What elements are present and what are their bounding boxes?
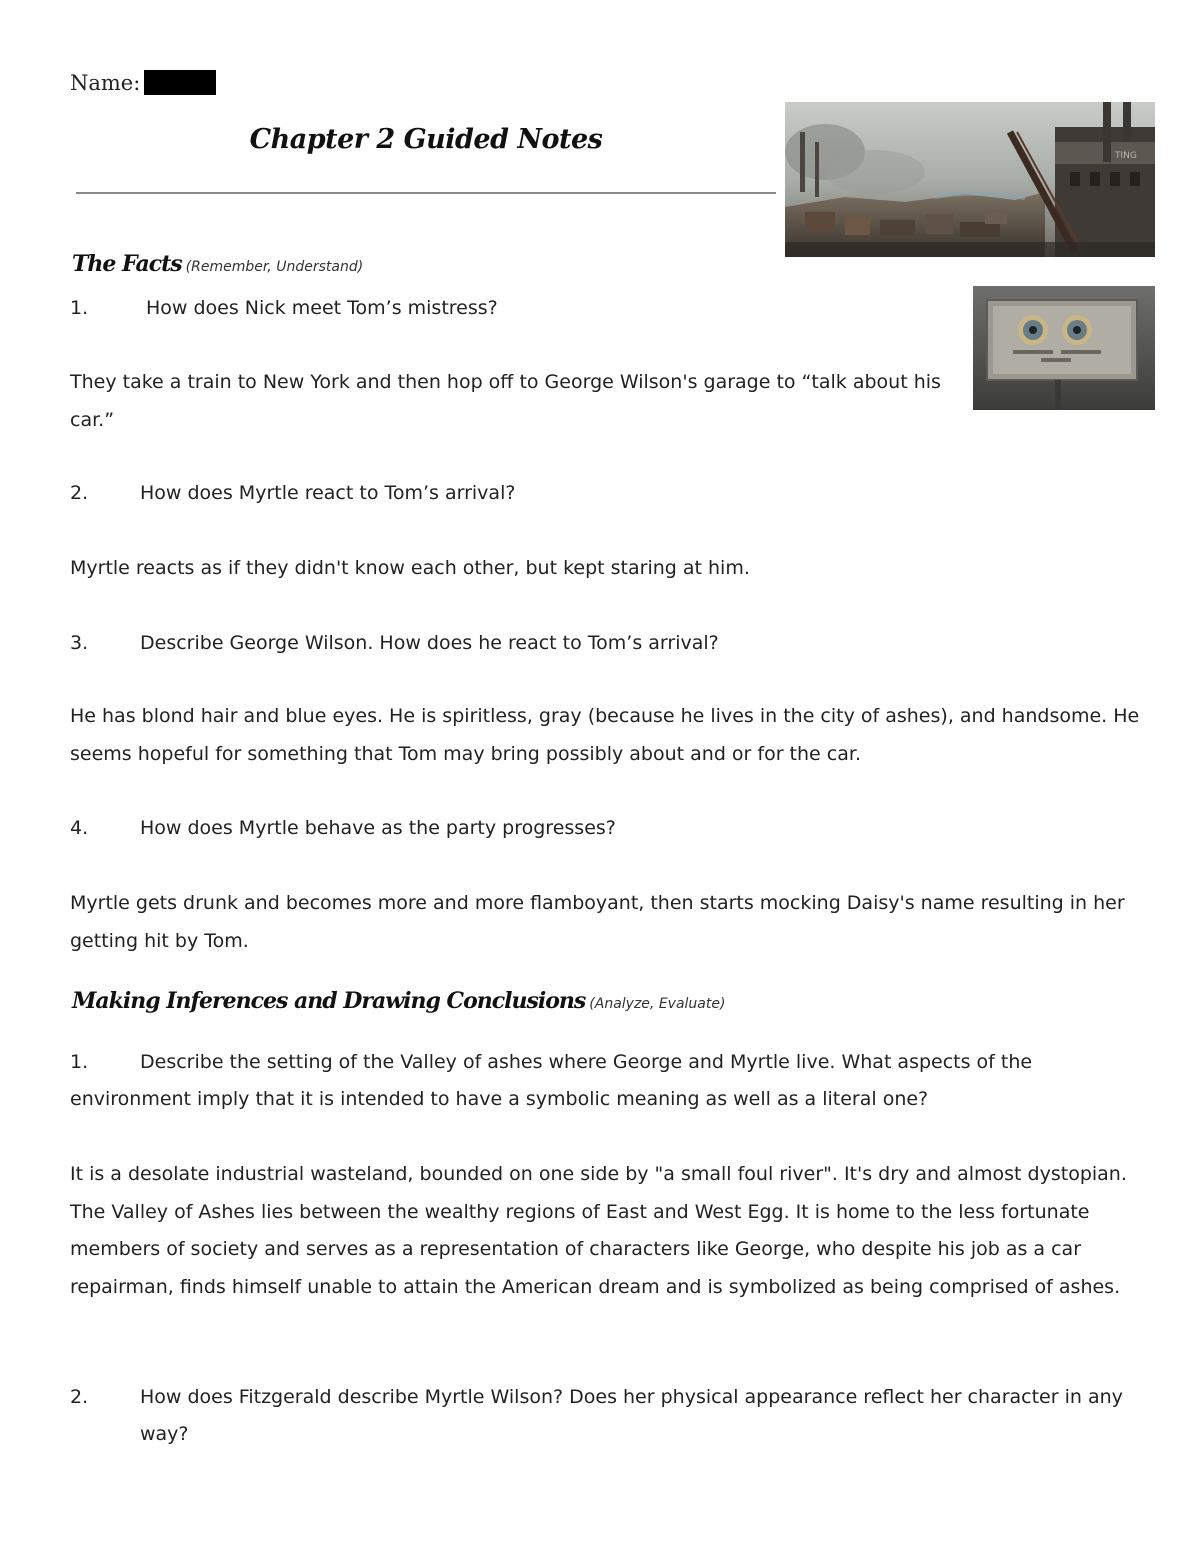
question-text: Describe the setting of the Valley of ashes where George and Myrtle live. What aspects of the environment imply that it is intended to have a symbolic meaning as well as a literal one? [70, 1051, 1033, 1110]
facts-answer-3: He has blond hair and blue eyes. He is spiritless, gray (because he lives in the city of ashes), and handsome. He seems hopeful for something that Tom may bring possibly about and or for the car. [70, 705, 1140, 765]
question-text: Describe George Wilson. How does he react to Tom’s arrival? [140, 632, 719, 654]
facts-question-2 [70, 475, 1140, 512]
question-text: How does Fitzgerald describe Myrtle Wilson? Does her physical appearance reflect her character in any way? [140, 1386, 1123, 1445]
question-number: 3. [70, 632, 89, 654]
question-number: 2. [70, 1386, 89, 1408]
inferences-subheading: (Analyze, Evaluate) [589, 996, 726, 1012]
title-divider [76, 192, 776, 194]
inferences-heading [72, 988, 725, 1014]
question-number: 1. [70, 1051, 89, 1073]
inferences-answer-1: It is a desolate industrial wasteland, bounded on one side by "a small foul river". It's dry and almost dystopian. The Valley of Ashes lies between the wealthy regions of East and West Egg. It is home to the less fortunate members of society and serves as a representation of characters like George, who despite his job as a car repairman, finds himself unable to attain the American dream and is symbolized as being comprised of ashes. [70, 1163, 1127, 1298]
name-label: Name: [70, 70, 141, 95]
facts-question-4 [70, 810, 1140, 847]
facts-question-3 [70, 625, 1140, 662]
svg-text:TING: TING [1115, 151, 1137, 161]
facts-heading [72, 251, 363, 277]
valley-of-ashes-image [785, 102, 1155, 257]
question-text: How does Myrtle react to Tom’s arrival? [140, 482, 516, 504]
facts-answer-4: Myrtle gets drunk and becomes more and more flamboyant, then starts mocking Daisy's name resulting in her getting hit by Tom. [70, 892, 1125, 952]
name-redaction [144, 70, 216, 95]
name-field [70, 70, 216, 95]
inferences-question-1 [70, 1044, 1140, 1118]
question-text: How does Myrtle behave as the party progresses? [140, 817, 616, 839]
page-title: Chapter 2 Guided Notes [249, 124, 603, 155]
inferences-heading-text: Making Inferences and Drawing Conclusions [72, 988, 586, 1014]
facts-answer-1: They take a train to New York and then hop off to George Wilson's garage to “talk about his car.” [70, 371, 941, 431]
question-number: 1. [70, 297, 89, 319]
question-text: How does Nick meet Tom’s mistress? [146, 297, 498, 319]
facts-answer-2: Myrtle reacts as if they didn't know each other, but kept staring at him. [70, 557, 750, 579]
facts-question-1 [70, 290, 1140, 327]
inferences-question-2 [70, 1379, 1140, 1453]
question-number: 2. [70, 482, 89, 504]
question-number: 4. [70, 817, 89, 839]
facts-heading-text: The Facts [72, 251, 182, 277]
facts-subheading: (Remember, Understand) [185, 259, 364, 275]
